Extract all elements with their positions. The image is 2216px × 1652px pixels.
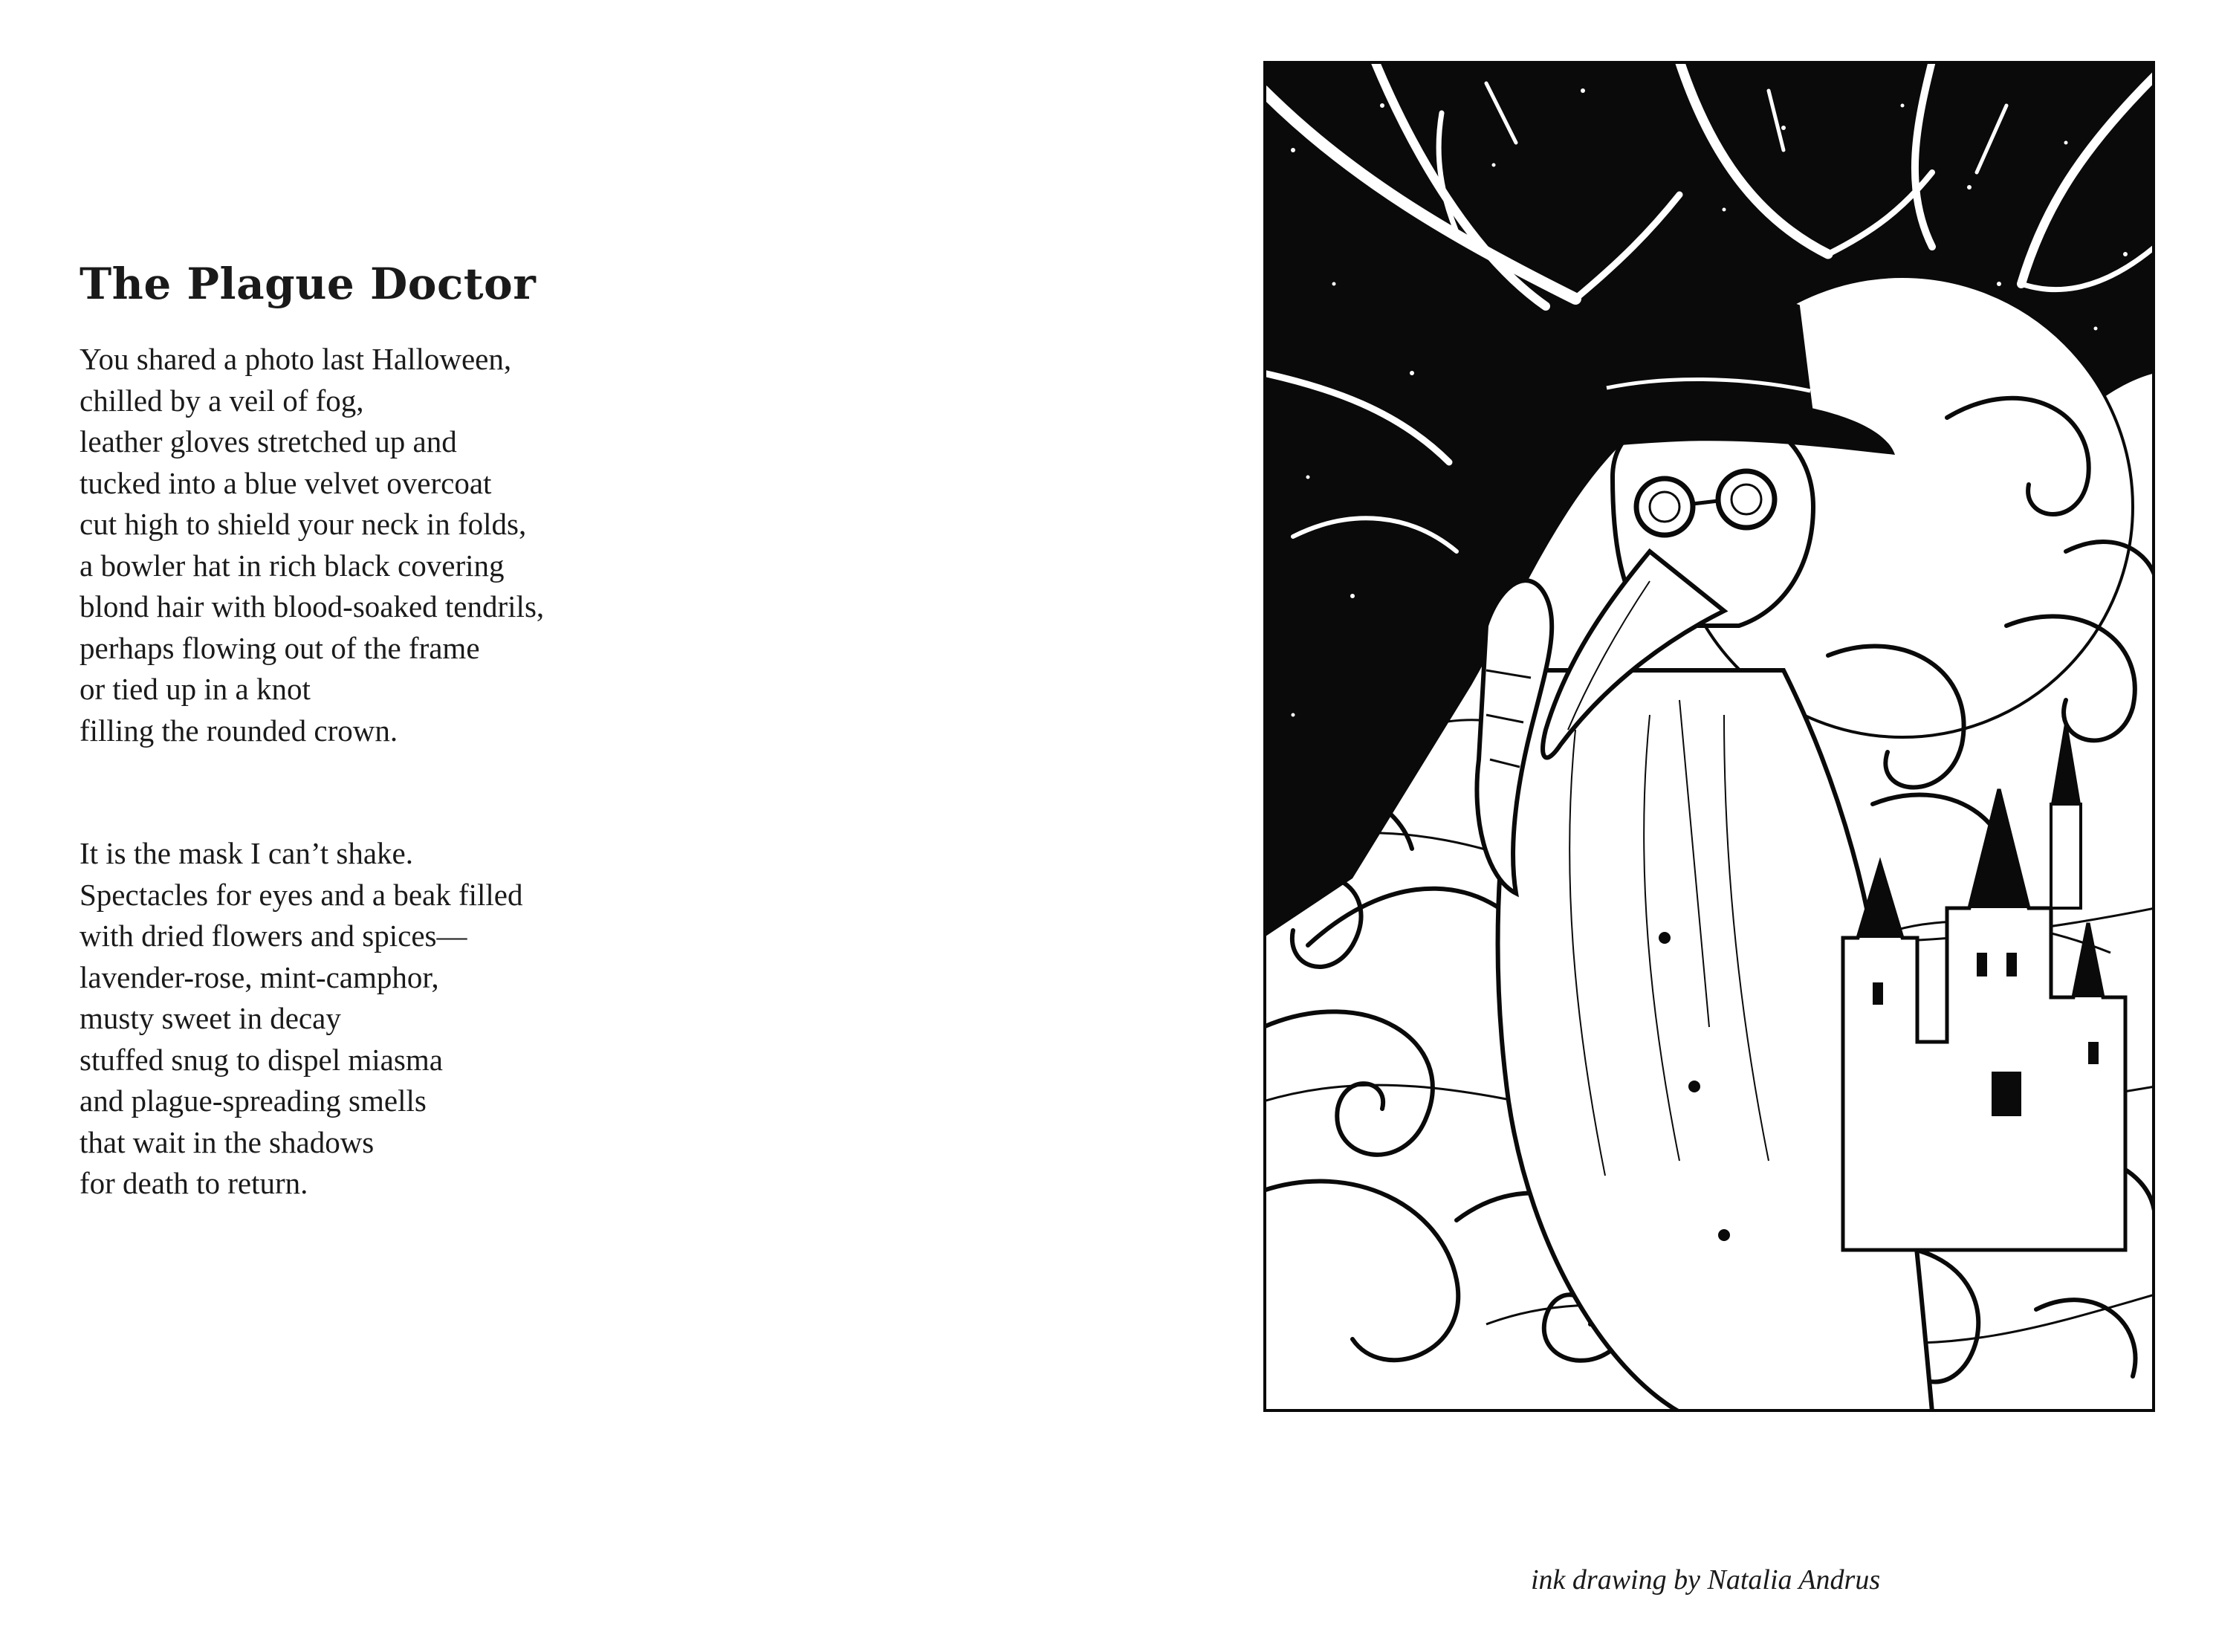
poem-line: musty sweet in decay [80,1001,341,1035]
stanza-1 [80,339,823,751]
poem-line: perhaps flowing out of the frame [80,630,480,665]
plague-doctor-illustration [1263,61,2155,1412]
poem-line: It is the mask I can’t shake. [80,836,413,870]
poem [80,257,823,1205]
illustration-svg [1263,61,2155,1412]
poem-line: that wait in the shadows [80,1124,375,1159]
illustration-credit: ink drawing by Natalia Andrus [1531,1564,1881,1596]
poem-line: stuffed snug to dispel miasma [80,1042,443,1077]
poem-line: or tied up in a knot [80,672,311,706]
poem-line: leather gloves stretched up and [80,424,457,459]
poem-line: chilled by a veil of fog, [80,383,364,418]
poem-line: lavender-rose, mint-camphor, [80,959,439,994]
poem-line: with dried flowers and spices— [80,919,467,953]
poem-line: Spectacles for eyes and a beak filled [80,877,523,912]
poem-line: cut high to shield your neck in folds, [80,507,527,541]
stanza-2 [80,833,823,1205]
poem-line: and plague-spreading smells [80,1083,427,1118]
poem-line: a bowler hat in rich black covering [80,548,505,583]
stanza-break [80,751,823,833]
poem-title: The Plague Doctor [80,259,537,309]
poem-line: You shared a photo last Halloween, [80,342,512,376]
poem-line: filling the rounded crown. [80,713,398,748]
poem-line: blond hair with blood-soaked tendrils, [80,589,545,623]
poem-line: for death to return. [80,1166,308,1200]
poem-line: tucked into a blue velvet overcoat [80,465,492,500]
